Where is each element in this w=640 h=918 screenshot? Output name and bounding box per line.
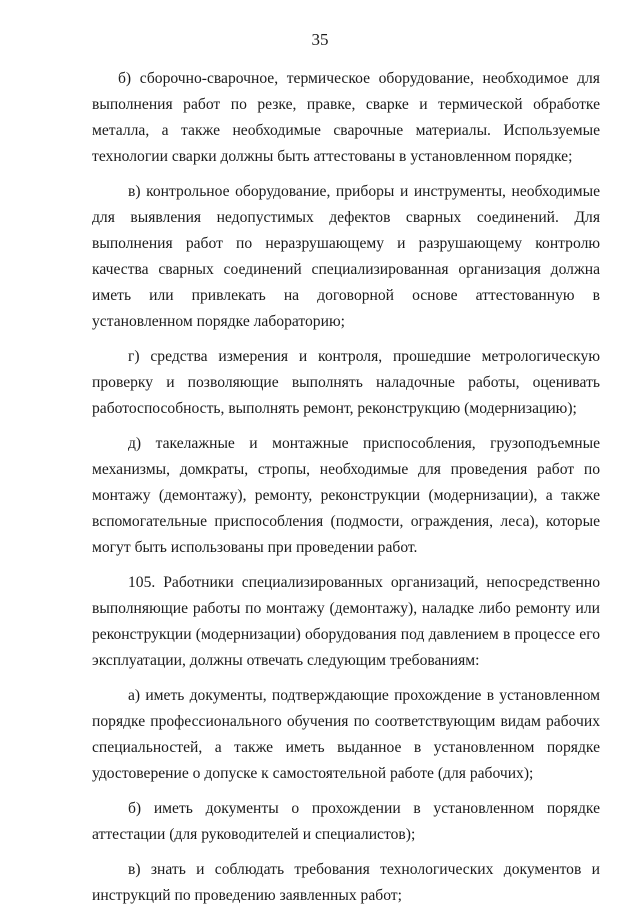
paragraph-d-rigging-devices: д) такелажные и монтажные приспособления, грузоподъемные механизмы, домкраты, стропы, необходимые для проведения работ по монтажу (демонтажу), ремонту, реконструкции (модернизации), а также вспомогательные приспособления (подмости, ограждения, леса), которые могут быть использованы при проведении работ. — [92, 435, 600, 556]
document-body — [92, 66, 600, 918]
page-number: 35 — [311, 30, 329, 49]
paragraph-v-control-equipment: в) контрольное оборудование, приборы и инструменты, необходимые для выявления недопустимых дефектов сварных соединений. Для выполнения работ по неразрушающему и разрушающему контролю качества сварных соединений специализированная организация должна иметь или привлекать на договорной основе аттестованную в установленном порядке лабораторию; — [92, 183, 600, 330]
paragraph-b-welding-equipment: б) сборочно-сварочное, термическое оборудование, необходимое для выполнения работ по резке, правке, сварке и термической обработке металла, а также необходимые сварочные материалы. Используемые технологии сварки должны быть аттестованы в установленном порядке; — [92, 70, 600, 165]
paragraph-b-certification: б) иметь документы о прохождении в установленном порядке аттестации (для руководителей и специалистов); — [92, 800, 600, 843]
paragraph-a-training-documents: а) иметь документы, подтверждающие прохождение в установленном порядке профессионального обучения по соответствующим видам рабочих специальностей, а также иметь выданное в установленном порядке удостоверение о допуске к самостоятельной работе (для рабочих); — [92, 687, 600, 782]
paragraph-g-measuring-instruments: г) средства измерения и контроля, прошедшие метрологическую проверку и позволяющие выполнять наладочные работы, оценивать работоспособность, выполнять ремонт, реконструкцию (модернизацию); — [92, 348, 600, 417]
paragraph-v-technical-requirements: в) знать и соблюдать требования технологических документов и инструкций по проведению заявленных работ; — [92, 861, 600, 904]
paragraph-105-worker-requirements: 105. Работники специализированных организаций, непосредственно выполняющие работы по монтажу (демонтажу), наладке либо ремонту или реконструкции (модернизации) оборудования под давлением в процессе его эксплуатации, должны отвечать следующим требованиям: — [92, 574, 600, 669]
